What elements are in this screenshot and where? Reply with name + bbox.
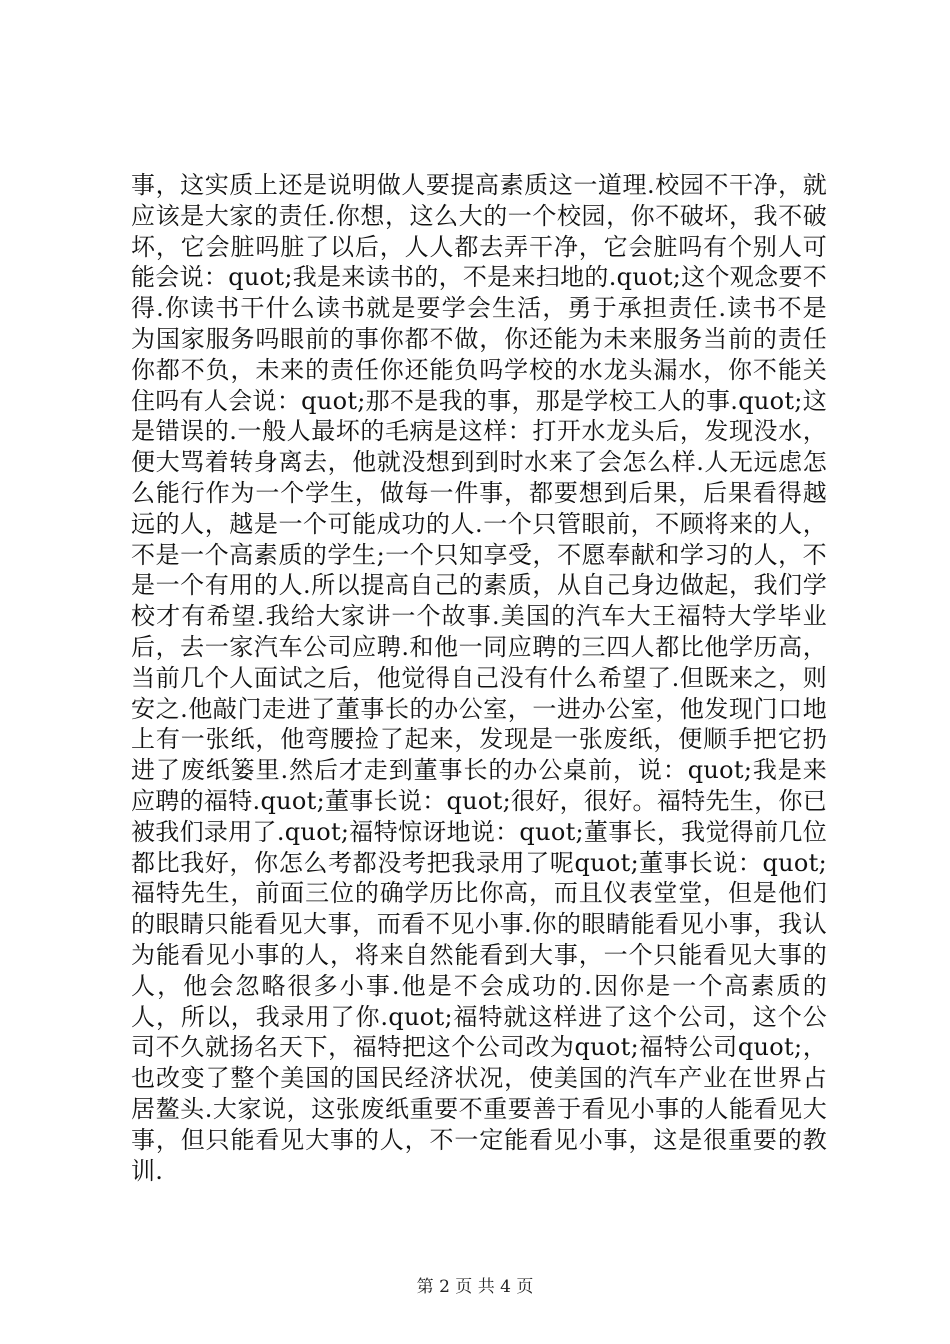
body-paragraph: 事，这实质上还是说明做人要提高素质这一道理.校园不干净，就应该是大家的责任.你想，这么大的一个校园，你不破坏，我不破坏，它会脏吗脏了以后，人人都去弄干净，它会脏吗有个别人可能会说：quot;我是来读书的，不是来扫地的.quot;这个观念要不得.你读书干什么读书就是要学会生活，勇于承担责任.读书不是为国家服务吗眼前的事你都不做，你还能为未来服务当前的责任你都不负，未来的责任你还能负吗学校的水龙头漏水，你不能关住吗有人会说：quot;那不是我的事，那是学校工人的事.quot;这是错误的.一般人最坏的毛病是这样：打开水龙头后，发现没水，便大骂着转身离去，他就没想到到时水来了会怎么样.人无远虑怎么能行作为一个学生，做每一件事，都要想到后果，后果看得越远的人，越是一个可能成功的人.一个只管眼前，不顾将来的人，不是一个高素质的学生;一个只知享受，不愿奉献和学习的人，不是一个有用的人.所以提高自己的素质，从自己身边做起，我们学校才有希望.我给大家讲一个故事.美国的汽车大王福特大学毕业后，去一家汽车公司应聘.和他一同应聘的三四人都比他学历高，当前几个人面试之后，他觉得自己没有什么希望了.但既来之，则安之.他敲门走进了董事长的办公室，一进办公室，他发现门口地上有一张纸，他弯腰捡了起来，发现是一张废纸，便顺手把它扔进了废纸篓里.然后才走到董事长的办公桌前，说：quot;我是来应聘的福特.quot;董事长说：quot;很好，很好。福特先生，你已被我们录用了.quot;福特惊讶地说：quot;董事长，我觉得前几位都比我好，你怎么考都没考把我录用了呢quot;董事长说：quot;福特先生，前面三位的确学历比你高，而且仪表堂堂，但是他们的眼睛只能看见大事，而看不见小事.你的眼睛能看见小事，我认为能看见小事的人，将来自然能看到大事，一个只能看见大事的人，他会忽略很多小事.他是不会成功的.因你是一个高素质的人，所以，我录用了你.quot;福特就这样进了这个公司，这个公司不久就扬名天下，福特把这个公司改为quot;福特公司quot;，也改变了整个美国的国民经济状况，使美国的汽车产业在世界占居鳌头.大家说，这张废纸重要不重要善于看见小事的人能看见大事，但只能看见大事的人，不一定能看见小事，这是很重要的教训. — [131, 171, 827, 1185]
page-number-footer: 第 2 页 共 4 页 — [416, 1277, 534, 1297]
